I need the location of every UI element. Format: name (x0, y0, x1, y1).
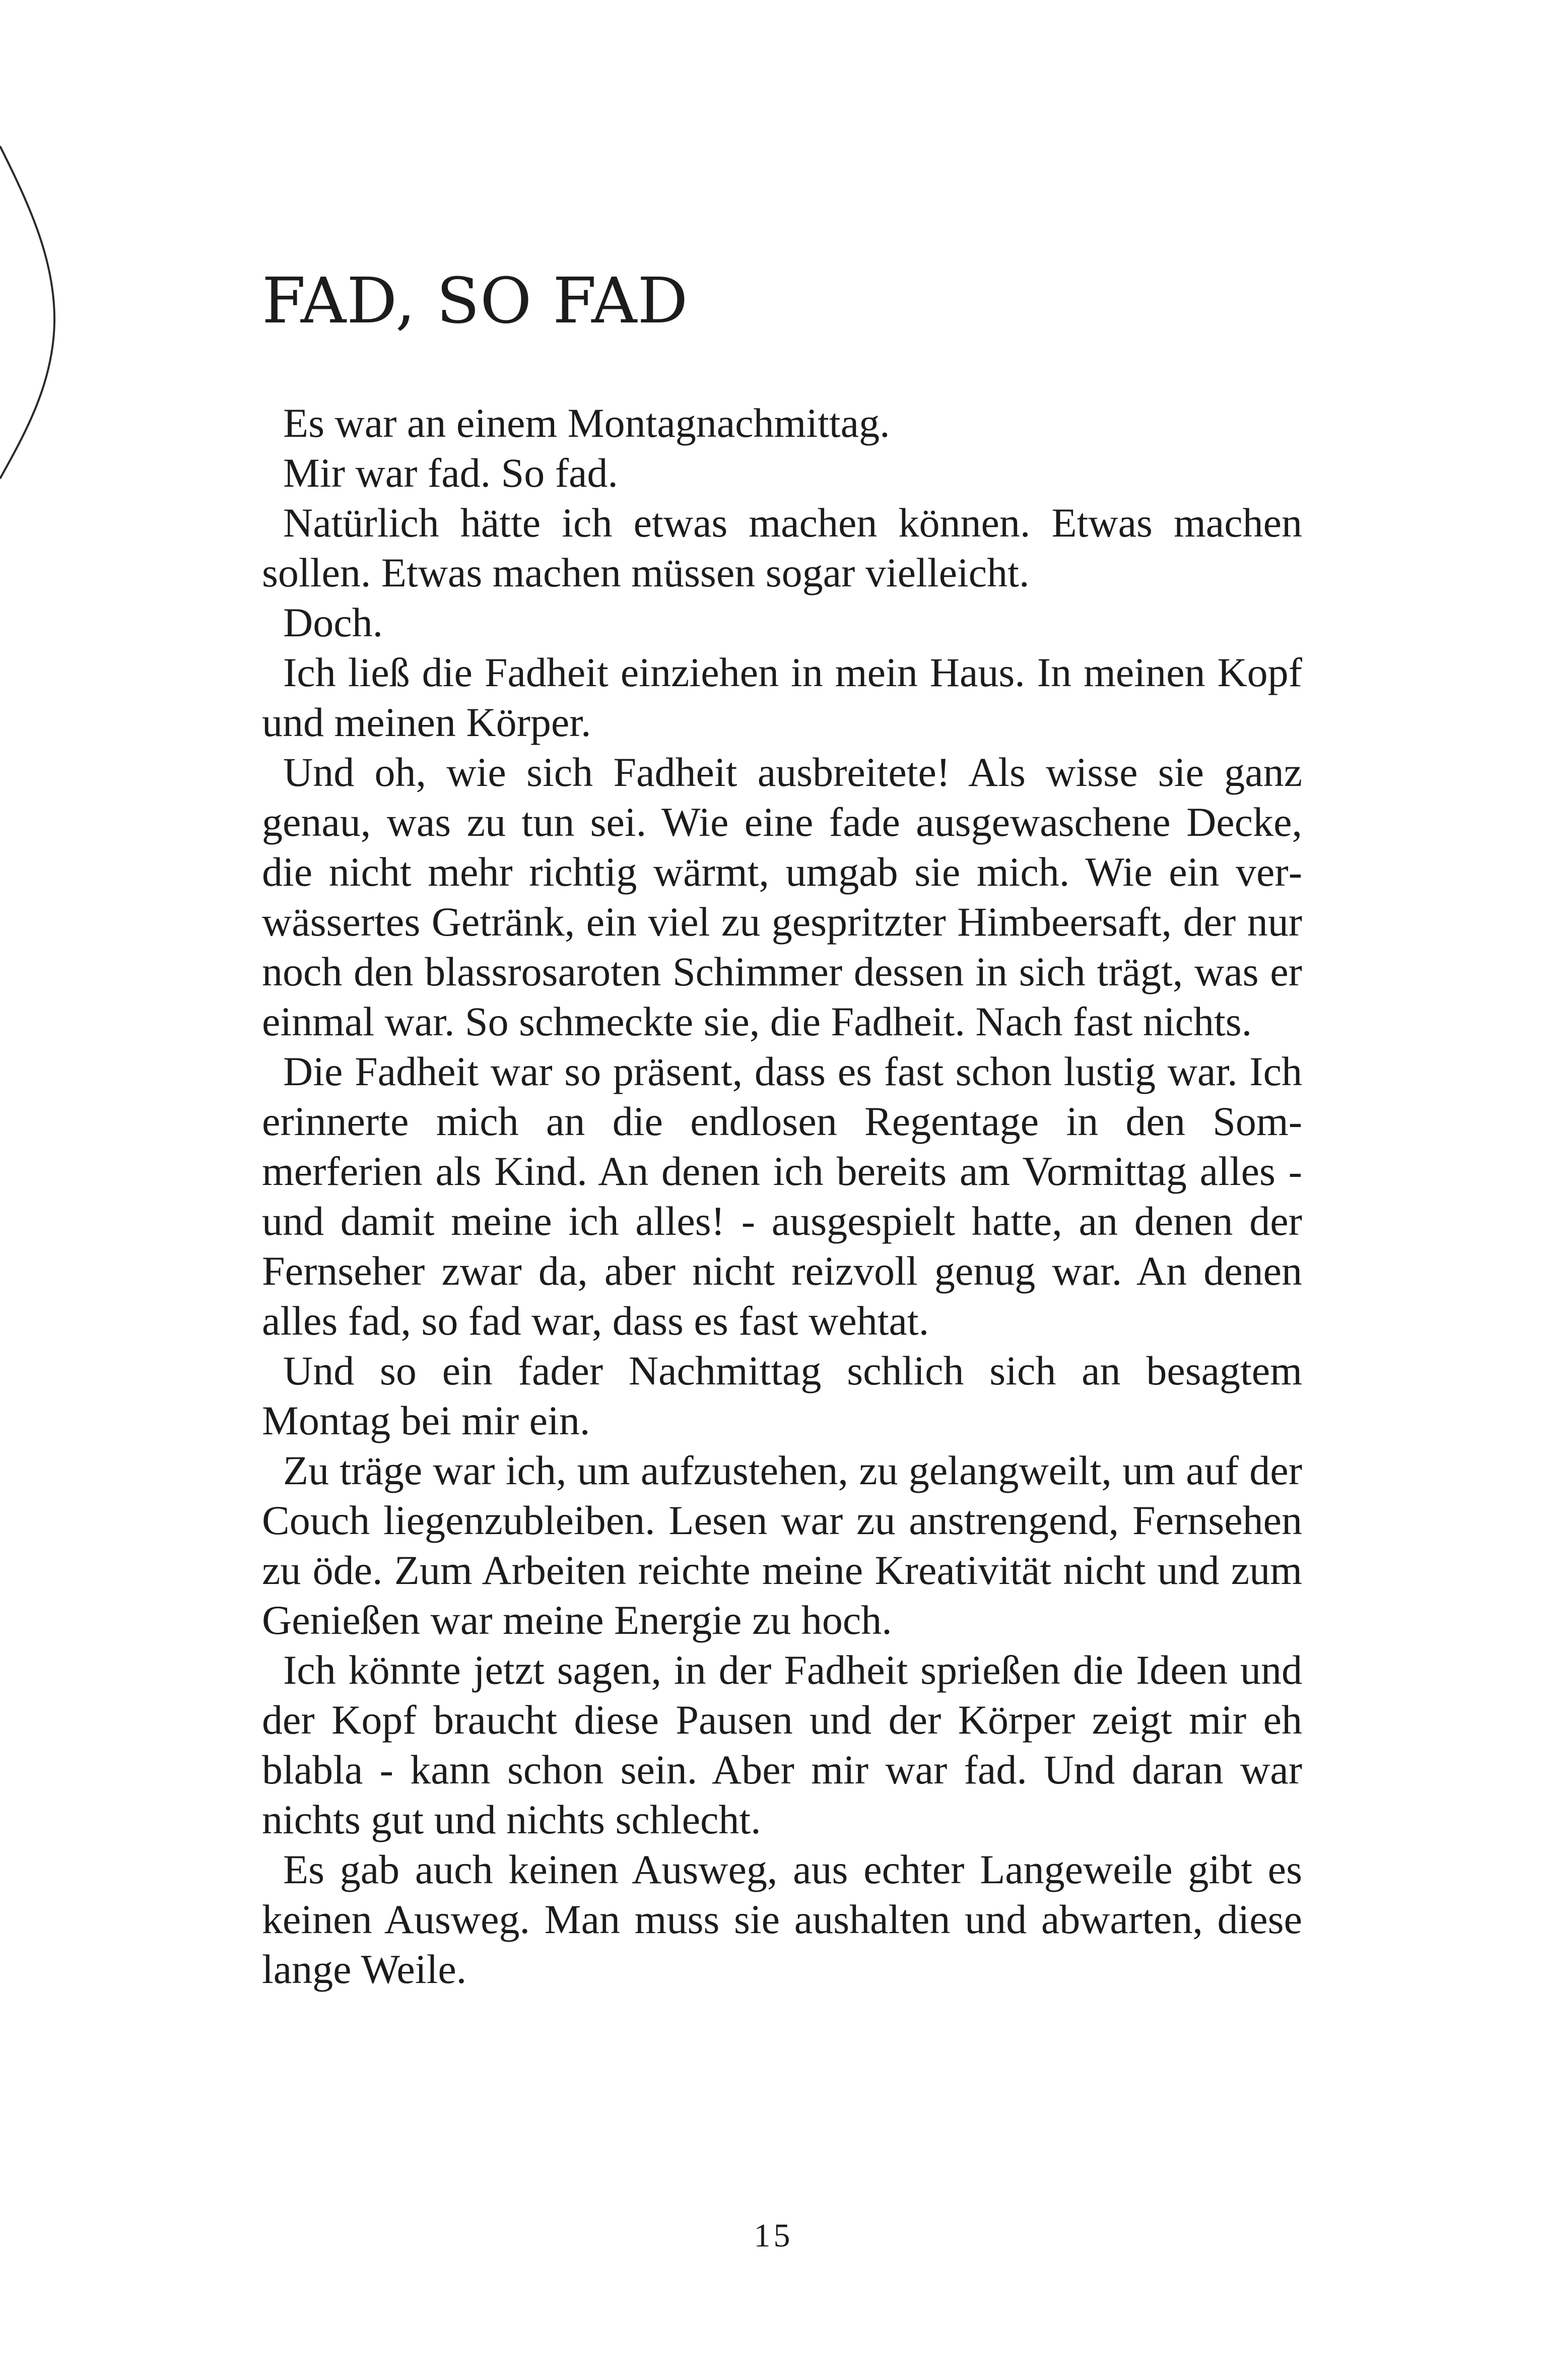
paragraph: Es gab auch keinen Ausweg, aus echter Langeweile gibt es keinen Ausweg. Man muss sie aushalten und abwarten, diese lange Weile. (262, 1846, 1302, 1992)
chapter-body (262, 398, 1302, 1994)
paragraph: Die Fadheit war so präsent, dass es fast schon lustig war. Ich erinnerte mich an die endlosen Regentage in den Sommerferien als Kind. An denen ich bereits am Vormittag alles - und damit meine ich alles! - ausgespielt hatte, an denen der Fernseher zwar da, aber nicht reizvoll genug war. An denen alles fad, so fad war, dass es fast wehtat. (262, 1048, 1302, 1344)
paragraph: Zu träge war ich, um aufzustehen, zu gelangweilt, um auf der Couch liegenzubleiben. Lesen war zu anstrengend, Fernsehen zu öde. Zum Arbeiten reichte meine Kreativität nicht und zum Genießen war meine Energie zu hoch. (262, 1447, 1302, 1643)
chapter-title: FAD, SO FAD (262, 265, 689, 338)
decorative-curve-line (0, 131, 71, 494)
paragraph: Es war an einem Montagnachmittag. (283, 400, 890, 446)
paragraph: Und oh, wie sich Fadheit ausbreitete! Als wisse sie ganz genau, was zu tun sei. Wie eine fade ausgewaschene Decke, die nicht mehr richtig wärmt, umgab sie mich. Wie ein verwässertes Getränk, ein viel zu gespritzter Himbeersaft, der nur noch den blassrosaroten Schimmer dessen in sich trägt, was er einmal war. So schmeckte sie, die Fadheit. Nach fast nichts. (262, 749, 1302, 1044)
paragraph: Doch. (283, 600, 383, 645)
page-number: 15 (754, 2217, 793, 2254)
paragraph: Ich ließ die Fadheit einziehen in mein Haus. In meinen Kopf und meinen Körper. (262, 649, 1302, 745)
paragraph: Und so ein fader Nachmittag schlich sich an besagtem Montag bei mir ein. (262, 1348, 1302, 1443)
paragraph: Natürlich hätte ich etwas machen können. Etwas machen sollen. Etwas machen müssen sogar vielleicht. (262, 500, 1302, 596)
paragraph: Mir war fad. So fad. (283, 450, 618, 496)
paragraph: Ich könnte jetzt sagen, in der Fadheit sprießen die Ideen und der Kopf braucht diese Pausen und der Körper zeigt mir eh blabla - kann schon sein. Aber mir war fad. Und daran war nichts gut und nichts schlecht. (262, 1647, 1302, 1842)
